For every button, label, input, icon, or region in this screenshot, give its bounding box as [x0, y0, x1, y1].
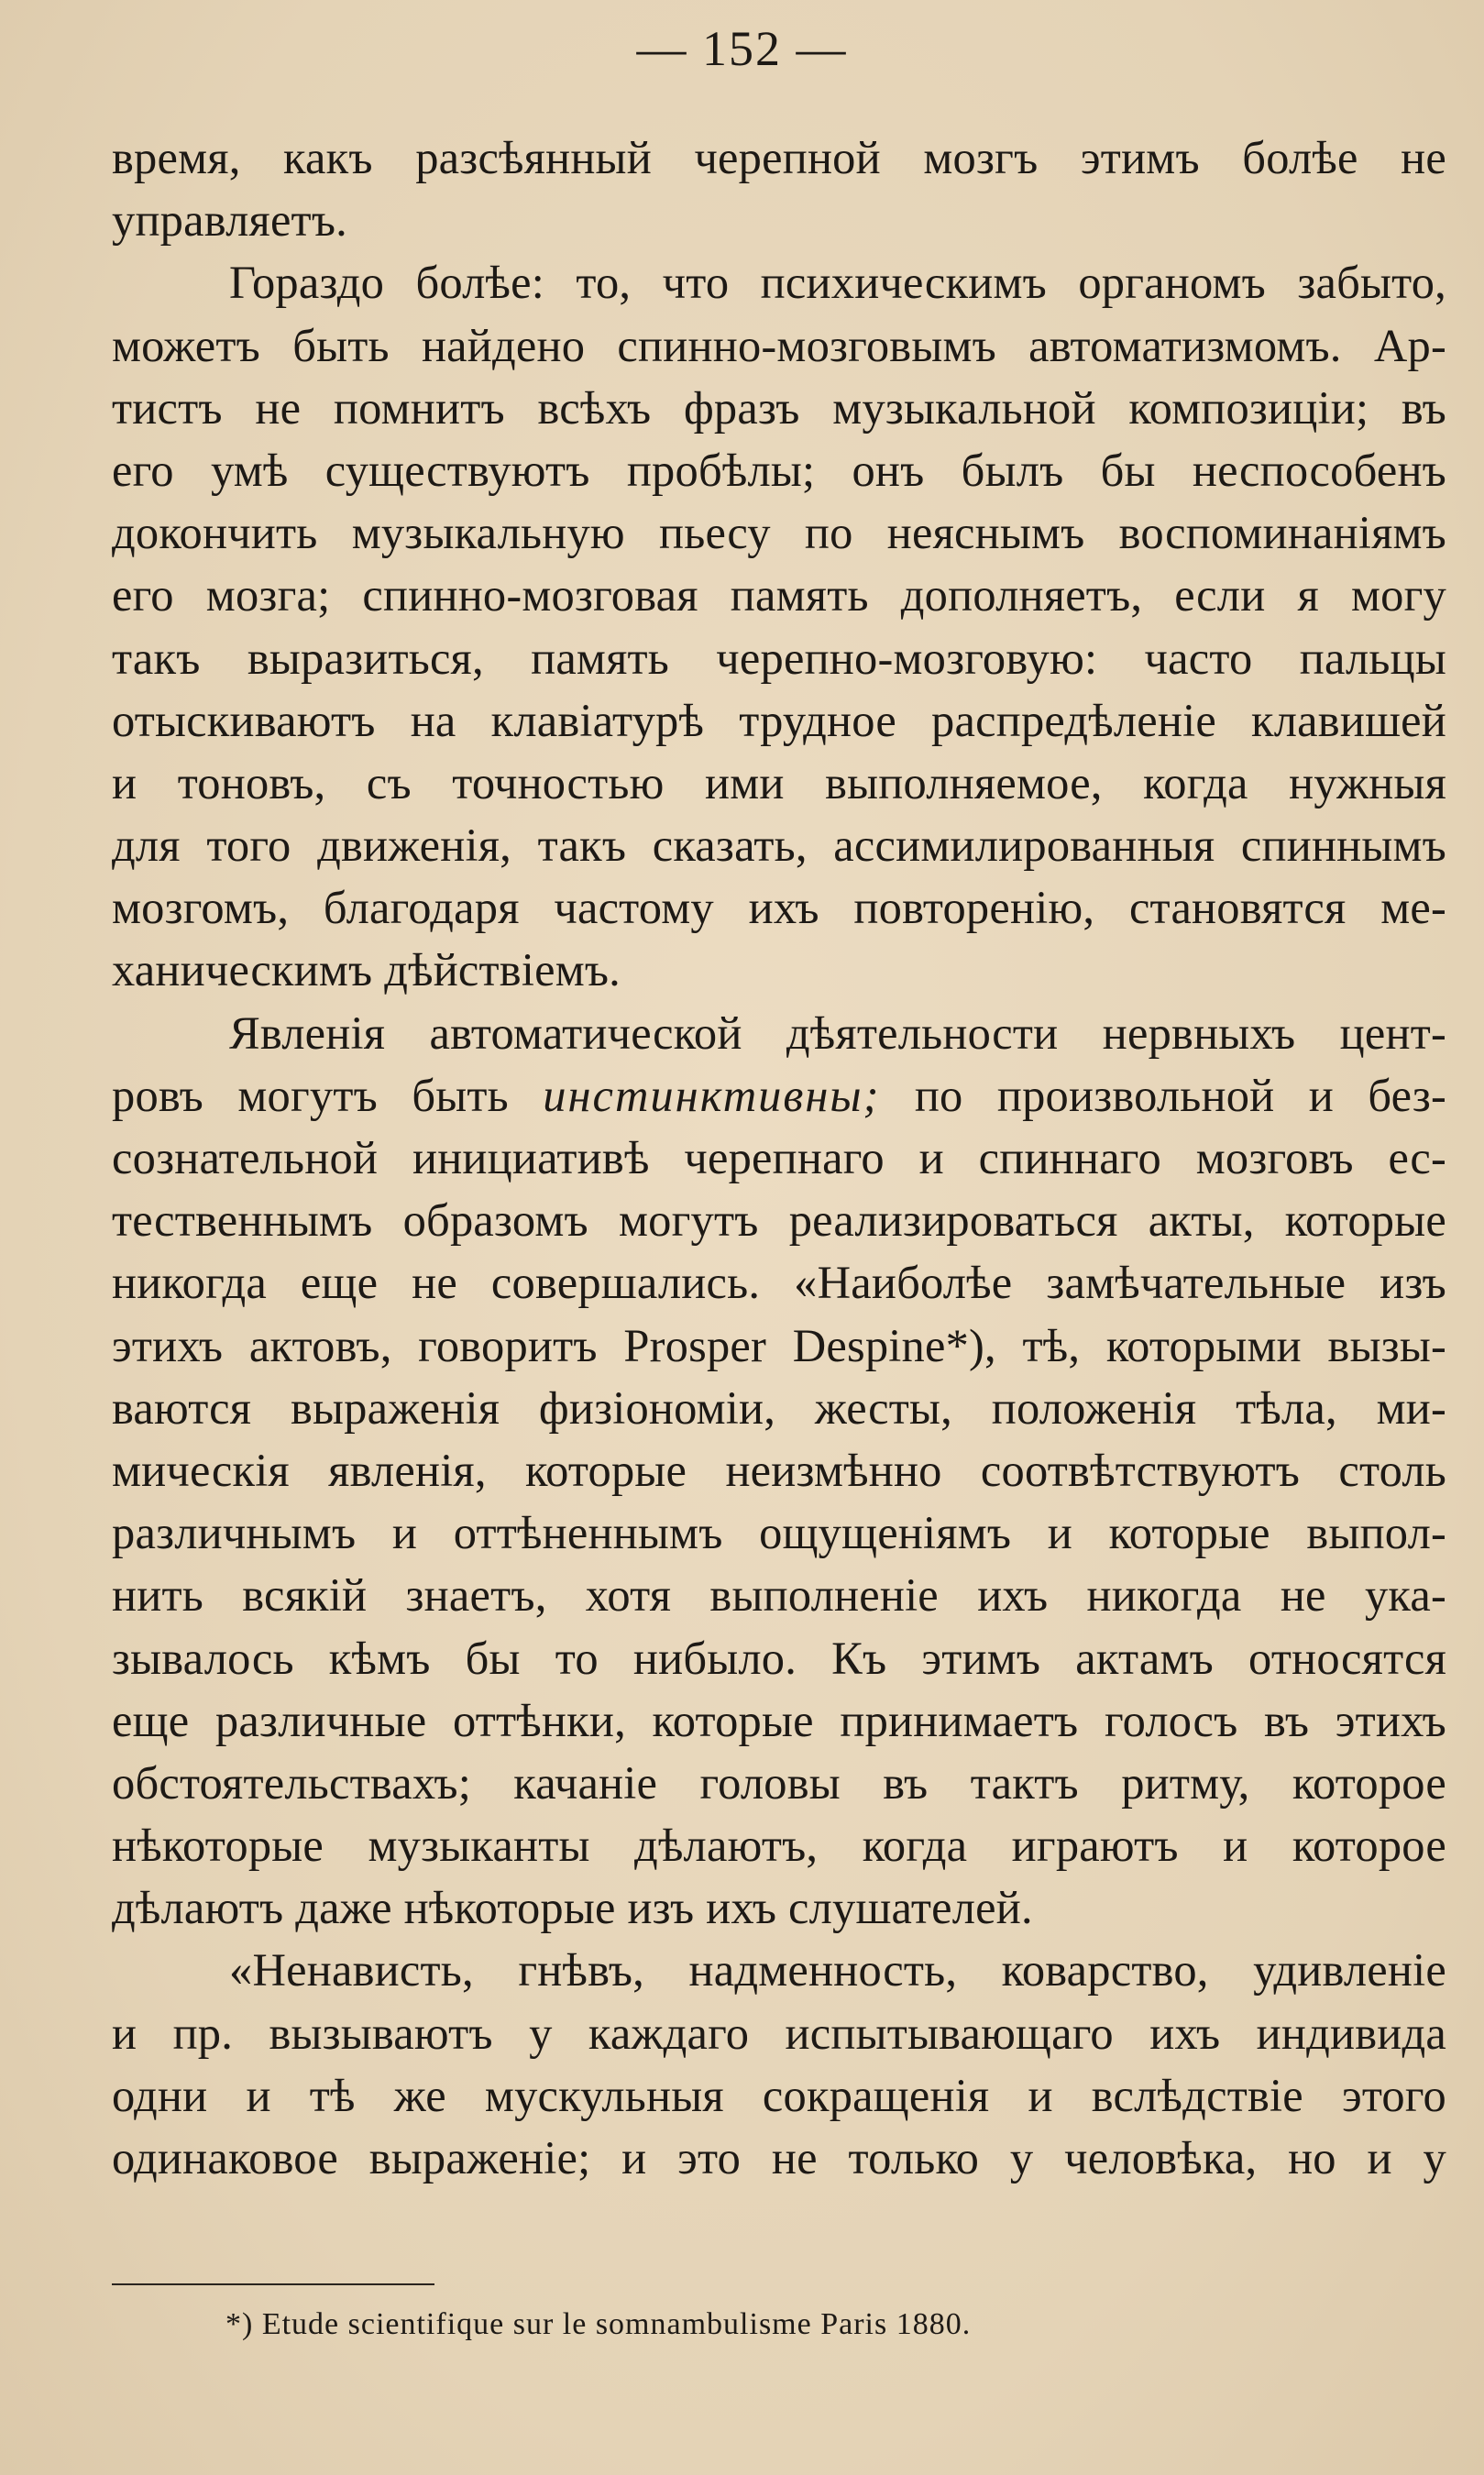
text-line: тистъ не помнитъ всѣхъ фразъ музыкальной композиціи; въ — [112, 381, 1446, 434]
text-line: такъ выразиться, память черепно-мозговую: часто пальцы — [112, 632, 1446, 684]
text-line: для того движенія, такъ сказать, ассимилированныя спиннымъ — [112, 820, 1446, 872]
text-line: нѣкоторые музыканты дѣлаютъ, когда играютъ и которое — [112, 1820, 1446, 1872]
text-line: тественнымъ образомъ могутъ реализироваться акты, которые — [112, 1194, 1446, 1247]
text-line: его мозга; спинно-мозговая память дополняетъ, если я могу — [112, 569, 1446, 622]
text-line: одни и тѣ же мускульныя сокращенія и вслѣдствіе этого — [112, 2069, 1446, 2121]
italic-term: инстинктивны; — [543, 1069, 881, 1121]
text-line: сознательной инициативѣ черепнаго и спиннаго мозговъ ес- — [112, 1132, 1446, 1183]
text-line: одинаковое выраженіе; и это не только у человѣка, но и у — [112, 2132, 1446, 2184]
text-line: мозгомъ, благодаря частому ихъ повторенію, становятся ме- — [112, 882, 1446, 934]
text-line: Явленія автоматической дѣятельности нервныхъ цент- — [229, 1006, 1446, 1059]
text-line-with-italic — [112, 1064, 1446, 1127]
text-line: управляетъ. — [112, 194, 347, 247]
text-line: отыскиваютъ на клавіатурѣ трудное распредѣленіе клавишей — [112, 694, 1446, 746]
text-segment: ровъ могутъ быть — [112, 1069, 509, 1121]
text-line: мическія явленія, которые неизмѣнно соотвѣтствуютъ столь — [112, 1444, 1446, 1496]
text-line: докончить музыкальную пьесу по неяснымъ воспоминаніямъ — [112, 507, 1446, 559]
text-line: нить всякій знаетъ, хотя выполненіе ихъ никогда не ука- — [112, 1569, 1446, 1622]
text-line: «Ненависть, гнѣвъ, надменность, коварство, удивленіе — [229, 1944, 1446, 1996]
text-line: и тоновъ, съ точностью ими выполняемое, когда нужныя — [112, 756, 1446, 808]
page-number: — 152 — — [636, 21, 848, 76]
text-line: ханическимъ дѣйствіемъ. — [112, 944, 621, 996]
footnote-divider — [112, 2283, 434, 2285]
text-line: его умѣ существуютъ пробѣлы; онъ былъ бы неспособенъ — [112, 444, 1446, 496]
text-line: никогда еще не совершались. «Наиболѣе замѣчательные изъ — [112, 1257, 1446, 1309]
text-line: этихъ актовъ, говоритъ Prosper Despine*), тѣ, которыми вызы- — [112, 1319, 1446, 1371]
text-line: Гораздо болѣе: то, что психическимъ органомъ забыто, — [229, 257, 1446, 309]
text-line: и пр. вызываютъ у каждаго испытывающаго ихъ индивида — [112, 2007, 1446, 2059]
body-text — [112, 126, 1446, 2189]
text-line: можетъ быть найдено спинно-мозговымъ автоматизмомъ. Ар- — [112, 319, 1446, 371]
text-line: зывалось кѣмъ бы то нибыло. Къ этимъ актамъ относятся — [112, 1632, 1446, 1684]
text-line: еще различные оттѣнки, которые принимаетъ голосъ въ этихъ — [112, 1694, 1446, 1746]
text-line: ваются выраженія физіономіи, жесты, положенія тѣла, ми- — [112, 1381, 1446, 1434]
text-line: обстоятельствахъ; качаніе головы въ тактъ ритму, которое — [112, 1756, 1446, 1809]
text-line: время, какъ разсѣянный черепной мозгъ этимъ болѣе не — [112, 132, 1446, 183]
footnote: *) Etude scientifique sur le somnambulisme Paris 1880. — [225, 2307, 972, 2341]
text-segment: по произвольной и без- — [914, 1069, 1446, 1121]
text-line: различнымъ и оттѣненнымъ ощущеніямъ и которые выпол- — [112, 1507, 1446, 1559]
text-line: дѣлаютъ даже нѣкоторые изъ ихъ слушателей. — [112, 1882, 1033, 1934]
